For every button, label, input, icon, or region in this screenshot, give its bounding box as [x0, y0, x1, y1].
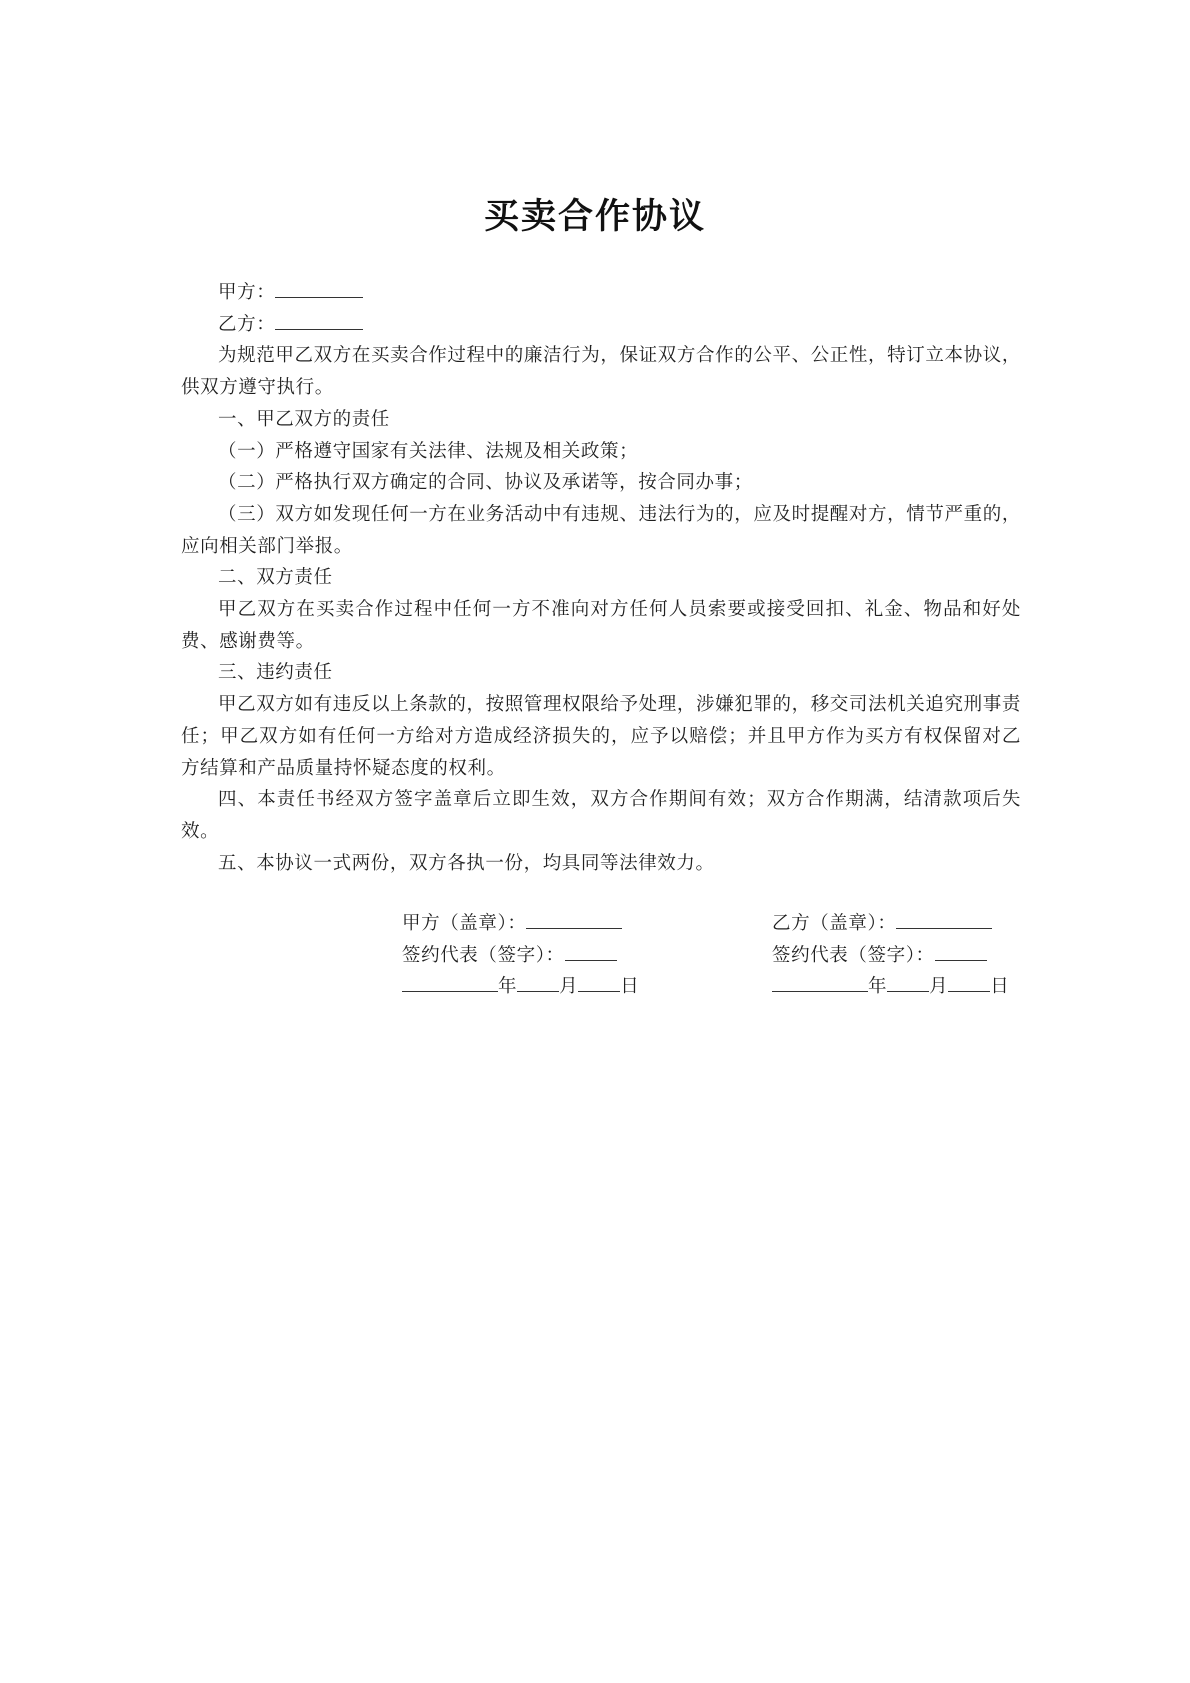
document-title: 买卖合作协议: [483, 197, 706, 237]
party-a-seal-line: [402, 908, 722, 940]
document-body: [181, 277, 1021, 879]
party-a-day-blank: [578, 977, 620, 992]
party-a-rep-line: [402, 940, 722, 972]
section-2-body: 甲乙双方在买卖合作过程中任何一方不准向对方任何人员索要或接受回扣、礼金、物品和好处费、感谢费等。: [181, 599, 1021, 652]
section-2-heading: 二、双方责任: [218, 567, 333, 589]
party-a-date-line: [402, 971, 722, 1003]
party-b-seal-label: 乙方（盖章）：: [772, 913, 897, 934]
party-a-blank: [275, 283, 363, 298]
party-b-day-blank: [948, 977, 990, 992]
party-b-month-label: 月: [929, 976, 949, 998]
party-b-year-label: 年: [868, 976, 888, 998]
party-b-date-line: [772, 971, 1092, 1003]
section-3-heading: 三、违约责任: [218, 662, 333, 684]
party-b-year-blank: [772, 977, 868, 992]
party-b-seal-blank: [896, 914, 992, 929]
signature-block-party-a: [402, 908, 722, 1003]
party-a-seal-blank: [526, 914, 622, 929]
party-a-rep-blank: [565, 946, 617, 961]
section-1-heading: 一、甲乙双方的责任: [218, 408, 390, 430]
party-a-year-label: 年: [498, 976, 518, 998]
signature-block-party-b: [772, 908, 1092, 1003]
party-b-rep-blank: [935, 946, 987, 961]
section-1-item-2: （二）严格执行双方确定的合同、协议及承诺等，按合同办事；: [218, 472, 753, 494]
party-b-line: [181, 309, 1021, 341]
intro-paragraph: 为规范甲乙双方在买卖合作过程中的廉洁行为，保证双方合作的公平、公正性，特订立本协议，供双方遵守执行。: [181, 345, 1021, 399]
party-a-label: 甲方：: [218, 282, 276, 303]
party-b-rep-line: [772, 940, 1092, 972]
party-a-month-label: 月: [559, 976, 579, 998]
party-b-rep-label: 签约代表（签字）：: [772, 944, 935, 966]
party-b-label: 乙方：: [218, 313, 276, 335]
party-b-month-blank: [887, 977, 929, 992]
party-a-day-label: 日: [620, 976, 640, 998]
party-a-line: [181, 277, 1021, 309]
party-b-seal-line: [772, 908, 1092, 940]
party-a-month-blank: [517, 977, 559, 992]
party-a-rep-label: 签约代表（签字）：: [402, 944, 565, 966]
party-a-year-blank: [402, 977, 498, 992]
party-b-day-label: 日: [990, 976, 1010, 998]
section-5-paragraph: 五、本协议一式两份，双方各执一份，均具同等法律效力。: [218, 852, 715, 874]
section-1-item-1: （一）严格遵守国家有关法律、法规及相关政策；: [218, 440, 639, 462]
party-a-seal-label: 甲方（盖章）：: [402, 913, 527, 934]
party-b-blank: [275, 315, 363, 330]
section-1-item-3: （三）双方如发现任何一方在业务活动中有违规、违法行为的，应及时提醒对方，情节严重的，应向相关部门举报。: [181, 503, 1021, 557]
section-4-paragraph: 四、本责任书经双方签字盖章后立即生效，双方合作期间有效；双方合作期满，结清款项后失效。: [181, 789, 1021, 842]
section-3-body: 甲乙双方如有违反以上条款的，按照管理权限给予处理，涉嫌犯罪的，移交司法机关追究刑事责任；甲乙双方如有任何一方给对方造成经济损失的，应予以赔偿；并且甲方作为买方有权保留对乙方结算和产品质量持怀疑态度的权利。: [181, 694, 1021, 779]
